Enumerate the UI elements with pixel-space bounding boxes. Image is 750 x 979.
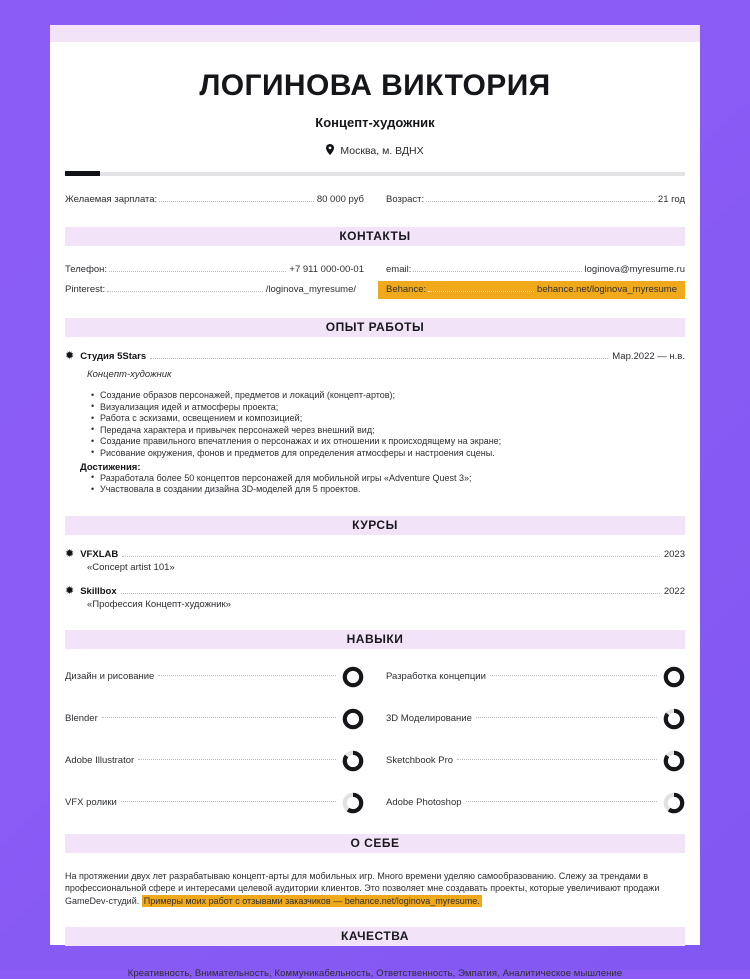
dotted-leader [490, 675, 657, 676]
section-title: О СЕБЕ [350, 835, 400, 850]
achievements-label: Достижения: [80, 461, 141, 473]
contacts-row-2 [65, 282, 685, 298]
ring-gauge-icon [663, 708, 685, 730]
experience-achievements-list [91, 473, 685, 496]
dotted-leader [158, 675, 336, 676]
skill-label: Adobe Illustrator [65, 755, 135, 767]
experience-organization: Студия 5Stars [80, 351, 147, 362]
ring-gauge-icon [663, 792, 685, 814]
header-divider [65, 172, 685, 176]
dotted-leader [413, 271, 581, 272]
field-label: Желаемая зарплата: [65, 194, 158, 205]
contact-label: Pinterest: [65, 284, 106, 295]
about-paragraph [65, 870, 685, 908]
course-org-row [65, 549, 685, 560]
contact-label: Behance: [386, 284, 427, 295]
section-title: КАЧЕСТВА [341, 929, 409, 944]
dotted-leader [466, 801, 657, 802]
ring-gauge-icon [663, 750, 685, 772]
contact-email[interactable] [386, 262, 685, 277]
about-text: На протяжении двух лет разрабатываю концепт-арты для мобильных игр. Много времени уделяю самообразованию. Слежу за трендами в профессиональной сфере и интересами целевой аудитории клиентов. Это позволяет мне создавать проекты, которые увеличивают продажи GameDev-студий. [65, 870, 660, 906]
contact-phone [65, 262, 364, 277]
dotted-leader [476, 717, 657, 718]
list-item: • Разработала более 50 концептов персонажей для мобильной игры «Adventure Quest 3»; [91, 473, 685, 485]
contact-value: behance.net/loginova_myresume [537, 284, 677, 295]
sheet-top-accent-strip [50, 25, 700, 42]
ring-gauge-icon [342, 708, 364, 730]
experience-duties-list [91, 390, 685, 460]
resume-header [65, 42, 685, 158]
course-organization: VFXLAB [80, 548, 119, 560]
contact-behance-highlighted[interactable] [378, 281, 685, 299]
course-program: «Concept artist 101» [87, 561, 175, 573]
skill-label: 3D Моделирование [386, 713, 472, 725]
dotted-leader [121, 593, 660, 594]
experience-item [65, 351, 685, 496]
contacts-row-1 [65, 262, 685, 277]
asterisk-icon: ✹ [65, 547, 75, 560]
course-org-row [65, 586, 685, 597]
contact-label: email: [386, 264, 412, 275]
dotted-leader [159, 201, 314, 202]
field-value: 80 000 руб [316, 194, 364, 205]
course-year: 2023 [663, 548, 685, 560]
list-item: • Создание правильного впечатления о персонажах и их отношении к происходящему на экране; [91, 436, 685, 448]
contact-value: loginova@myresume.ru [584, 264, 685, 275]
qualities-text: Креативность, Внимательность, Коммуникабельность, Ответственность, Эмпатия, Аналитическое мышление [127, 968, 623, 979]
skill-item [65, 708, 364, 730]
section-header-qualities [65, 927, 685, 946]
list-item: • Работа с эскизами, освещением и композицией; [91, 413, 685, 425]
contact-value: /loginova_myresume/ [265, 284, 356, 295]
experience-position: Концепт-художник [87, 369, 172, 380]
summary-fields-row [65, 192, 685, 207]
location-text: Москва, м. ВДНХ [340, 145, 424, 157]
section-header-experience [65, 318, 685, 337]
list-item: • Создание образов персонажей, предметов и локаций (концепт-артов); [91, 390, 685, 402]
section-title: ОПЫТ РАБОТЫ [325, 320, 425, 334]
dotted-leader [102, 717, 336, 718]
dotted-leader [138, 759, 336, 760]
experience-org-row [65, 351, 685, 362]
field-desired-salary [65, 192, 364, 207]
page-title: ЛОГИНОВА ВИКТОРИЯ [199, 69, 551, 102]
course-item-skillbox [65, 586, 685, 610]
experience-period: Мар.2022 — н.в. [612, 351, 685, 362]
field-label: Возраст: [386, 194, 425, 205]
ring-gauge-icon [342, 750, 364, 772]
section-title: КОНТАКТЫ [339, 229, 411, 243]
course-organization: Skillbox [80, 585, 117, 597]
asterisk-icon: ✹ [65, 584, 75, 597]
contact-pinterest[interactable] [65, 282, 356, 298]
list-item: • Участвовала в создании дизайна 3D-моделей для 5 проектов. [91, 484, 685, 496]
skill-label: Blender [65, 713, 98, 725]
section-header-skills [65, 630, 685, 649]
skill-item [65, 792, 364, 814]
course-year: 2022 [663, 585, 685, 597]
dotted-leader [150, 358, 608, 359]
skill-item [65, 750, 364, 772]
contact-label: Телефон: [65, 264, 108, 275]
skill-item [386, 708, 685, 730]
ring-gauge-icon [663, 666, 685, 688]
dotted-leader [426, 201, 655, 202]
field-age [386, 192, 685, 207]
skill-item [386, 750, 685, 772]
skill-label: Дизайн и рисование [65, 671, 155, 683]
about-highlighted-text: Примеры моих работ с отзывами заказчиков — behance.net/loginova_myresume. [143, 895, 480, 906]
job-title: Концепт-художник [315, 115, 435, 130]
section-title: НАВЫКИ [346, 631, 404, 646]
map-pin-icon [326, 144, 334, 158]
course-program: «Профессия Концепт-художник» [87, 598, 231, 610]
skill-label: Adobe Photoshop [386, 797, 462, 809]
dotted-leader [428, 291, 534, 292]
ring-gauge-icon [342, 666, 364, 688]
skill-item [65, 666, 364, 688]
course-item-vfxlab [65, 549, 685, 573]
section-header-courses [65, 516, 685, 535]
location-line [65, 144, 685, 158]
skill-item [386, 792, 685, 814]
list-item: • Визуализация идей и атмосферы проекта; [91, 402, 685, 414]
field-value: 21 год [657, 194, 685, 205]
section-header-about [65, 834, 685, 853]
skill-label: Sketchbook Pro [386, 755, 454, 767]
contact-value: +7 911 000-00-01 [289, 264, 364, 275]
asterisk-icon: ✹ [65, 350, 75, 362]
section-header-contacts [65, 227, 685, 246]
skill-label: Разработка концепции [386, 671, 486, 683]
skill-label: VFX ролики [65, 797, 117, 809]
dotted-leader [109, 271, 286, 272]
dotted-leader [457, 759, 657, 760]
list-item: • Рисование окружения, фонов и предметов для определения атмосферы и настроения сцены. [91, 448, 685, 460]
skill-item [386, 666, 685, 688]
dotted-leader [107, 291, 263, 292]
resume-sheet [50, 25, 700, 979]
ring-gauge-icon [342, 792, 364, 814]
dotted-leader [121, 801, 336, 802]
skills-grid [65, 666, 685, 814]
dotted-leader [122, 556, 660, 557]
section-title: КУРСЫ [352, 517, 398, 532]
list-item: • Передача характера и привычек персонажей через внешний вид; [91, 425, 685, 437]
